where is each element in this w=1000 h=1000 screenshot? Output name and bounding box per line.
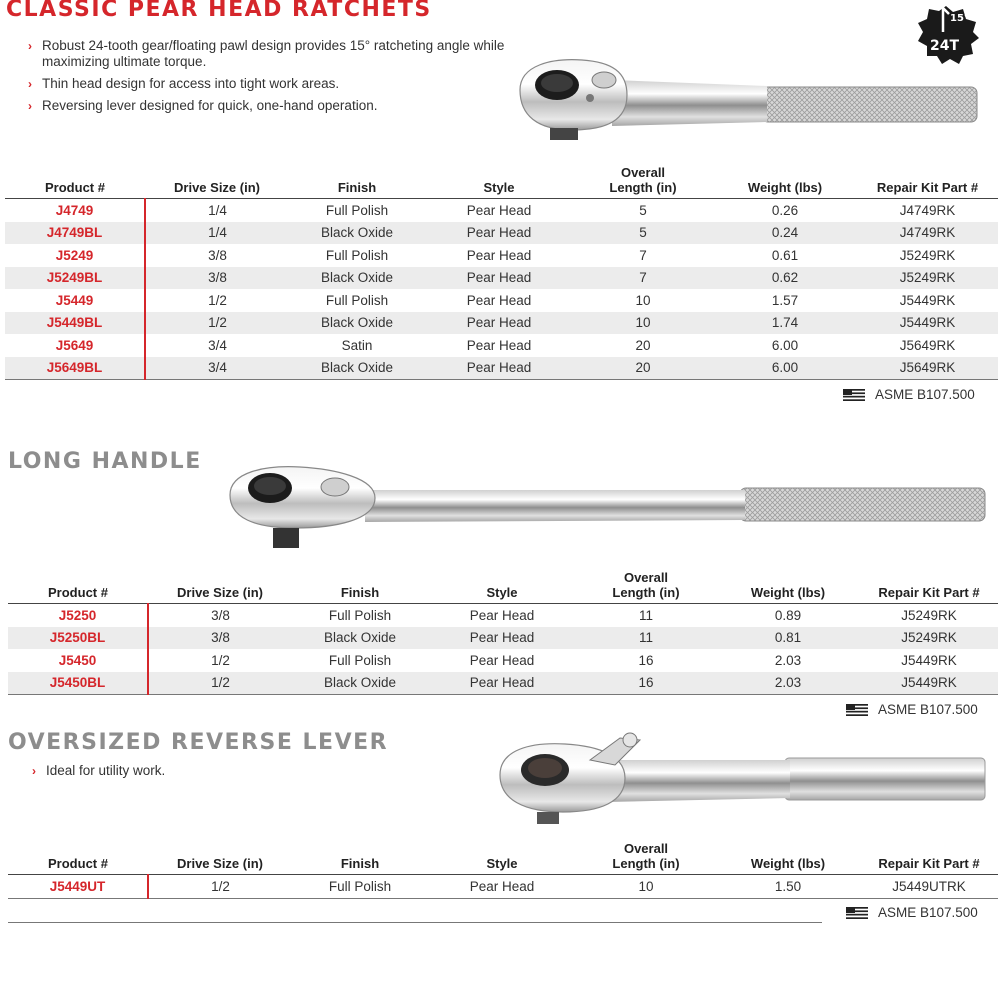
product-table-classic bbox=[5, 165, 998, 380]
style-cell: Pear Head bbox=[428, 875, 576, 899]
weight-cell: 0.26 bbox=[771, 202, 799, 218]
weight-cell: 0.81 bbox=[716, 627, 860, 650]
repair-kit-part-cell: J5649RK bbox=[857, 357, 998, 380]
overall-length-cell: 7 bbox=[573, 267, 713, 290]
finish-cell: Full Polish bbox=[325, 247, 389, 263]
table-row bbox=[8, 649, 998, 672]
section-title-oversized-lever: OVERSIZED REVERSE LEVER bbox=[8, 730, 389, 755]
table-row bbox=[8, 604, 998, 627]
weight-cell: 0.62 bbox=[713, 267, 857, 290]
style-cell: Pear Head bbox=[469, 652, 535, 668]
overall-length-cell: 20 bbox=[573, 357, 713, 380]
drive-size-cell: 3/4 bbox=[208, 337, 227, 353]
style-cell: Pear Head bbox=[466, 292, 532, 308]
col-weight: Weight (lbs) bbox=[716, 841, 860, 875]
drive-size-cell: 1/4 bbox=[208, 202, 227, 218]
table-row bbox=[5, 244, 998, 267]
repair-kit-part-cell: J5249RK bbox=[899, 247, 956, 263]
col-style: Style bbox=[428, 570, 576, 604]
drive-size-cell: 1/2 bbox=[211, 652, 230, 668]
style-cell: Pear Head bbox=[466, 337, 532, 353]
table-row bbox=[5, 199, 998, 222]
col-style: Style bbox=[428, 841, 576, 875]
weight-cell: 0.24 bbox=[713, 222, 857, 245]
repair-kit-part-cell: J5449RK bbox=[901, 652, 957, 668]
table-row bbox=[5, 222, 998, 245]
product-number-cell: J5450BL bbox=[8, 672, 148, 695]
col-drive-size: Drive Size (in) bbox=[148, 841, 292, 875]
finish-cell: Full Polish bbox=[325, 292, 389, 308]
repair-kit-part-cell: J5449UTRK bbox=[860, 875, 998, 899]
badge-teeth: 24T bbox=[930, 38, 960, 54]
drive-size-cell: 3/4 bbox=[145, 357, 289, 380]
feature-item: › Reversing lever designed for quick, one-hand operation. bbox=[28, 98, 378, 113]
drive-size-cell: 1/2 bbox=[208, 292, 227, 308]
table-row bbox=[5, 289, 998, 312]
chevron-right-icon: › bbox=[28, 77, 32, 91]
product-number-cell: J4749BL bbox=[5, 222, 145, 245]
table-row bbox=[8, 672, 998, 695]
style-cell: Pear Head bbox=[466, 247, 532, 263]
finish-cell: Full Polish bbox=[328, 652, 392, 668]
chevron-right-icon: › bbox=[28, 39, 32, 53]
repair-kit-part-cell: J5449RK bbox=[899, 292, 956, 308]
standard-note: ASME B107.500 bbox=[843, 387, 975, 402]
col-drive-size: Drive Size (in) bbox=[145, 165, 289, 199]
finish-cell: Black Oxide bbox=[292, 672, 428, 695]
col-length: Overall Length (in) bbox=[573, 165, 713, 199]
feature-item: › Ideal for utility work. bbox=[32, 763, 166, 778]
standard-note: ASME B107.500 bbox=[846, 905, 978, 920]
overall-length-cell: 7 bbox=[639, 247, 647, 263]
drive-size-cell: 1/2 bbox=[145, 312, 289, 335]
repair-kit-part-cell: J5249RK bbox=[901, 607, 957, 623]
finish-cell: Black Oxide bbox=[292, 627, 428, 650]
oversized-lever-ratchet-image bbox=[495, 730, 990, 830]
table-row bbox=[8, 875, 998, 899]
overall-length-cell: 20 bbox=[635, 337, 651, 353]
feature-item: › Robust 24-tooth gear/floating pawl design provides 15° ratcheting angle while maximizing ultimate torque. bbox=[28, 38, 505, 69]
finish-cell: Full Polish bbox=[325, 202, 389, 218]
product-number-cell: J5249 bbox=[5, 244, 145, 267]
section-title-long-handle: LONG HANDLE bbox=[8, 449, 202, 474]
style-cell: Pear Head bbox=[425, 222, 573, 245]
col-finish: Finish bbox=[289, 165, 425, 199]
style-cell: Pear Head bbox=[469, 607, 535, 623]
col-product: Product # bbox=[8, 570, 148, 604]
col-repair-kit: Repair Kit Part # bbox=[860, 570, 998, 604]
overall-length-cell: 5 bbox=[639, 202, 647, 218]
product-number-cell: J5449 bbox=[5, 289, 145, 312]
table-row bbox=[5, 267, 998, 290]
weight-cell: 6.00 bbox=[771, 337, 799, 353]
repair-kit-part-cell: J5449RK bbox=[860, 672, 998, 695]
repair-kit-part-cell: J4749RK bbox=[899, 202, 956, 218]
overall-length-cell: 10 bbox=[573, 312, 713, 335]
table-row bbox=[5, 312, 998, 335]
overall-length-cell: 11 bbox=[638, 607, 653, 623]
drive-size-cell: 3/8 bbox=[208, 247, 227, 263]
style-cell: Pear Head bbox=[428, 672, 576, 695]
weight-cell: 2.03 bbox=[716, 672, 860, 695]
col-length: Overall Length (in) bbox=[576, 570, 716, 604]
product-number-cell: J5249BL bbox=[5, 267, 145, 290]
repair-kit-part-cell: J5249RK bbox=[860, 627, 998, 650]
col-finish: Finish bbox=[292, 570, 428, 604]
weight-cell: 1.74 bbox=[713, 312, 857, 335]
standard-note: ASME B107.500 bbox=[846, 702, 978, 717]
table-row bbox=[5, 334, 998, 357]
finish-cell: Black Oxide bbox=[289, 357, 425, 380]
us-flag-icon bbox=[843, 389, 865, 401]
finish-cell: Black Oxide bbox=[289, 267, 425, 290]
drive-size-cell: 1/2 bbox=[148, 875, 292, 899]
repair-kit-part-cell: J4749RK bbox=[857, 222, 998, 245]
col-product: Product # bbox=[8, 841, 148, 875]
badge-angle: 15° bbox=[950, 13, 969, 24]
style-cell: Pear Head bbox=[425, 312, 573, 335]
section-title-classic: CLASSIC PEAR HEAD RATCHETS bbox=[6, 0, 432, 22]
overall-length-cell: 11 bbox=[576, 627, 716, 650]
finish-cell: Full Polish bbox=[292, 875, 428, 899]
feature-list-oversized bbox=[32, 763, 332, 785]
col-repair-kit: Repair Kit Part # bbox=[860, 841, 998, 875]
table-header-row bbox=[8, 841, 998, 875]
feature-list-classic bbox=[28, 38, 508, 120]
col-length: Overall Length (in) bbox=[576, 841, 716, 875]
product-number-cell: J4749 bbox=[5, 199, 145, 222]
col-repair-kit: Repair Kit Part # bbox=[857, 165, 998, 199]
table-row bbox=[8, 627, 998, 650]
table-header-row bbox=[8, 570, 998, 604]
product-number-cell: J5449BL bbox=[5, 312, 145, 335]
product-number-cell: J5250 bbox=[8, 604, 148, 627]
weight-cell: 2.03 bbox=[774, 652, 802, 668]
product-number-cell: J5649 bbox=[5, 334, 145, 357]
col-finish: Finish bbox=[292, 841, 428, 875]
drive-size-cell: 1/2 bbox=[148, 672, 292, 695]
table-row bbox=[5, 357, 998, 380]
feature-item: › Thin head design for access into tight work areas. bbox=[28, 76, 340, 91]
product-number-cell: J5450 bbox=[8, 649, 148, 672]
style-cell: Pear Head bbox=[425, 357, 573, 380]
product-table-oversized-lever bbox=[8, 841, 998, 899]
col-weight: Weight (lbs) bbox=[713, 165, 857, 199]
finish-cell: Black Oxide bbox=[289, 222, 425, 245]
product-table-long-handle bbox=[8, 570, 998, 695]
weight-cell: 1.57 bbox=[771, 292, 799, 308]
repair-kit-part-cell: J5449RK bbox=[857, 312, 998, 335]
repair-kit-part-cell: J5649RK bbox=[899, 337, 956, 353]
repair-kit-part-cell: J5249RK bbox=[857, 267, 998, 290]
weight-cell: 0.89 bbox=[774, 607, 802, 623]
chevron-right-icon: › bbox=[28, 99, 32, 113]
drive-size-cell: 3/8 bbox=[145, 267, 289, 290]
product-number-cell: J5449UT bbox=[8, 875, 148, 899]
finish-cell: Satin bbox=[341, 337, 373, 353]
col-weight: Weight (lbs) bbox=[716, 570, 860, 604]
weight-cell: 1.50 bbox=[716, 875, 860, 899]
us-flag-icon bbox=[846, 704, 868, 716]
drive-size-cell: 1/4 bbox=[145, 222, 289, 245]
overall-length-cell: 16 bbox=[576, 672, 716, 695]
drive-size-cell: 3/8 bbox=[211, 607, 230, 623]
style-cell: Pear Head bbox=[425, 267, 573, 290]
col-style: Style bbox=[425, 165, 573, 199]
product-number-cell: J5649BL bbox=[5, 357, 145, 380]
col-product: Product # bbox=[5, 165, 145, 199]
us-flag-icon bbox=[846, 907, 868, 919]
style-cell: Pear Head bbox=[428, 627, 576, 650]
overall-length-cell: 10 bbox=[576, 875, 716, 899]
style-cell: Pear Head bbox=[466, 202, 532, 218]
col-drive-size: Drive Size (in) bbox=[148, 570, 292, 604]
long-handle-ratchet-image bbox=[225, 460, 990, 555]
drive-size-cell: 3/8 bbox=[148, 627, 292, 650]
finish-cell: Black Oxide bbox=[289, 312, 425, 335]
finish-cell: Full Polish bbox=[328, 607, 392, 623]
product-number-cell: J5250BL bbox=[8, 627, 148, 650]
pear-head-ratchet-image bbox=[512, 50, 982, 150]
table-header-row bbox=[5, 165, 998, 199]
weight-cell: 0.61 bbox=[771, 247, 799, 263]
divider bbox=[8, 922, 822, 923]
chevron-right-icon: › bbox=[32, 764, 36, 778]
overall-length-cell: 16 bbox=[638, 652, 654, 668]
overall-length-cell: 10 bbox=[635, 292, 651, 308]
weight-cell: 6.00 bbox=[713, 357, 857, 380]
overall-length-cell: 5 bbox=[573, 222, 713, 245]
